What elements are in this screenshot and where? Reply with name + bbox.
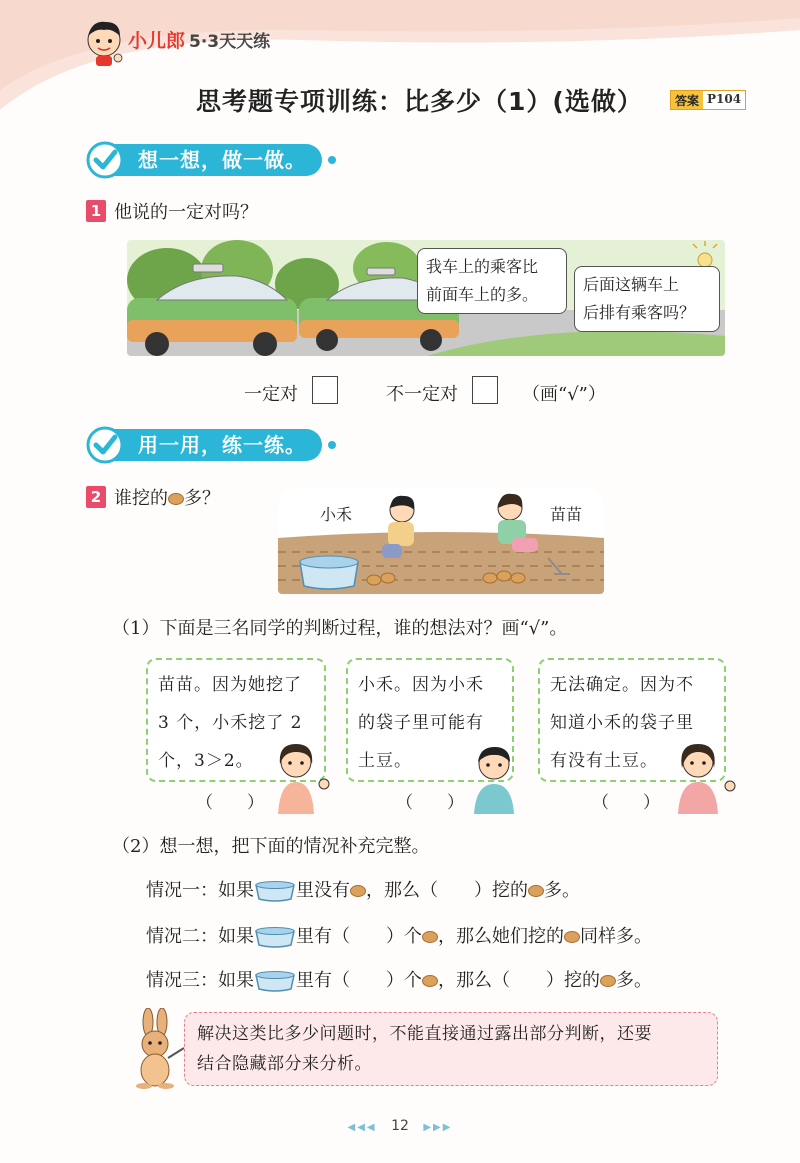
card-line: 土豆。: [358, 751, 412, 771]
bag-icon: [254, 970, 296, 992]
situ-text: ，那么（ ）挖的: [438, 970, 600, 991]
page-left-arrows: ◀◀◀: [347, 1122, 377, 1133]
rabbit-mascot-icon: [126, 1008, 188, 1090]
potato-icon: [422, 931, 438, 943]
section-heading-label: 想一想，做一做。: [98, 144, 322, 176]
speech-bubble-question: [574, 266, 720, 332]
bubble-line: 我车上的乘客比: [426, 257, 539, 276]
bag-icon: [300, 556, 358, 589]
tip-box: [184, 1012, 718, 1086]
question-text-b: 多？: [184, 488, 220, 509]
card-line: 有没有土豆。: [550, 751, 658, 771]
situ-text: 情况三：如果: [146, 970, 254, 991]
situ-text: 里有（ ）个: [296, 970, 422, 991]
page-title: 思考题专项训练：比多少（1）(选做）: [196, 87, 643, 116]
check-badge-icon: [86, 426, 124, 464]
bubble-line: 后面这辆车上: [583, 275, 680, 294]
question-text: [114, 484, 220, 510]
potato-icon: [600, 975, 616, 987]
card-line: 小禾。因为小禾: [358, 675, 484, 695]
question-text: 他说的一定对吗？: [114, 202, 258, 223]
heading-dot: [328, 156, 336, 164]
situation-1: [146, 876, 580, 902]
speech-bubble-back-driver: [417, 248, 567, 314]
potato-icon: [422, 975, 438, 987]
option-not-sure-label: 不一定对: [386, 384, 458, 405]
card-line: 无法确定。因为不: [550, 675, 694, 695]
question-text-a: 谁挖的: [114, 488, 168, 509]
answer-page: P104: [703, 91, 745, 109]
card-line: 3 个，小禾挖了 2: [158, 713, 303, 733]
heading-dot: [328, 441, 336, 449]
situ-text: 情况一：如果: [146, 880, 254, 901]
situ-text: 里有（ ）个: [296, 926, 422, 947]
situation-2: [146, 922, 652, 948]
digging-scene: [278, 488, 604, 594]
sub-question-1: （1）下面是三名同学的判断过程，谁的想法对？画“√”。: [112, 618, 568, 639]
answer-box-sure[interactable]: [312, 376, 338, 404]
card-line: 苗苗。因为她挖了: [158, 675, 302, 695]
answer-paren-1[interactable]: （ ）: [196, 793, 264, 813]
check-badge-icon: [86, 141, 124, 179]
situation-3: [146, 966, 652, 992]
situ-text: 里没有: [296, 880, 350, 901]
name-xiaohe: 小禾: [320, 505, 353, 524]
sub-question-2: （2）想一想，把下面的情况补充完整。: [112, 836, 430, 857]
potato-icon: [528, 885, 544, 897]
card-line: 的袋子里可能有: [358, 713, 484, 733]
brand: [128, 26, 270, 53]
situ-text: ，那么她们挖的: [438, 926, 564, 947]
boy-mascot-icon: [82, 16, 126, 68]
situ-text: ，那么（ ）挖的: [366, 880, 528, 901]
situ-text: 多。: [616, 970, 652, 991]
situ-text: 情况二：如果: [146, 926, 254, 947]
section-heading-think: [86, 142, 336, 178]
card-line: 个，3＞2。: [158, 751, 254, 771]
answer-label: 答案: [671, 91, 703, 109]
answer-tag: [670, 90, 746, 110]
bag-icon: [254, 926, 296, 948]
brand-series: 5·3天天练: [189, 32, 271, 52]
question-number: 1: [86, 200, 106, 222]
page-number-value: 12: [391, 1118, 409, 1134]
page-number: [0, 1118, 800, 1134]
potato-icon: [564, 931, 580, 943]
situ-text: 多。: [544, 880, 580, 901]
girl-student-2-icon: [668, 738, 738, 814]
page-right-arrows: ▶▶▶: [423, 1122, 453, 1133]
section-heading-label: 用一用，练一练。: [98, 429, 322, 461]
question-number: 2: [86, 486, 106, 508]
girl-student-icon: [270, 738, 334, 814]
bubble-line: 后排有乘客吗？: [583, 303, 696, 322]
potato-icon: [168, 493, 184, 505]
bag-icon: [254, 880, 296, 902]
tip-line: 解决这类比多少问题时，不能直接通过露出部分判断，还要: [197, 1024, 652, 1044]
potato-icon: [350, 885, 366, 897]
brand-name: 小儿郎: [128, 30, 186, 52]
answer-paren-2[interactable]: （ ）: [396, 793, 464, 813]
option-hint: （画“√”）: [522, 384, 606, 405]
section-heading-practice: [86, 427, 336, 463]
answer-box-not-sure[interactable]: [472, 376, 498, 404]
situ-text: 同样多。: [580, 926, 652, 947]
option-sure-label: 一定对: [244, 384, 298, 405]
tip-line: 结合隐藏部分来分析。: [197, 1054, 372, 1074]
bubble-line: 前面车上的多。: [426, 285, 539, 304]
answer-paren-3[interactable]: （ ）: [592, 793, 660, 813]
name-miaomiao: 苗苗: [550, 505, 583, 524]
card-line: 知道小禾的袋子里: [550, 713, 694, 733]
boy-student-icon: [468, 740, 520, 814]
